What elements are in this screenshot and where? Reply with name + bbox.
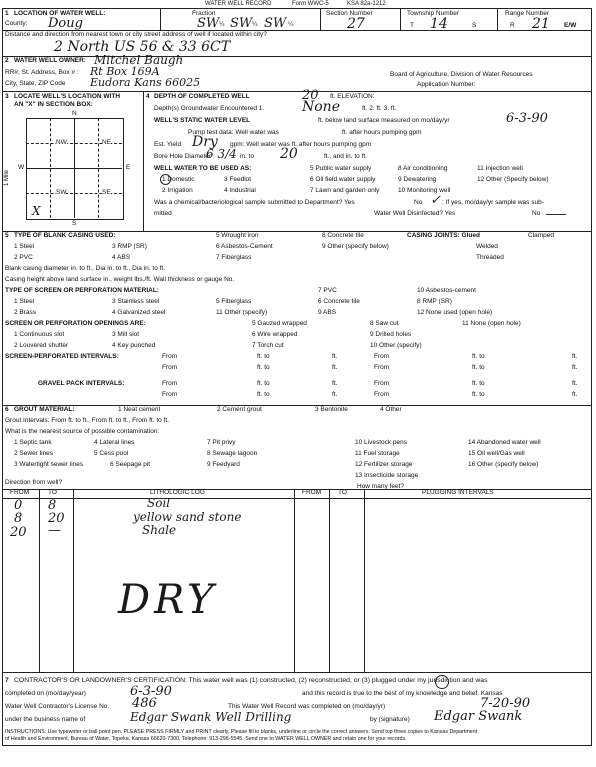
- business-name: Edgar Swank Well Drilling: [130, 710, 292, 724]
- static-level-label: WELL'S STATIC WATER LEVEL: [154, 117, 251, 124]
- plug-from-header: FROM: [302, 489, 322, 496]
- gravel-to-4: ft. to: [472, 391, 485, 398]
- casing-joints-label: CASING JOINTS: Glued: [407, 232, 480, 239]
- section-number-4: 4: [146, 93, 150, 100]
- grout-type-4: 4 Other: [380, 406, 402, 413]
- depth-label: DEPTH OF COMPLETED WELL: [154, 93, 250, 100]
- section-number-label: Section Number: [326, 10, 373, 17]
- divider: [26, 168, 122, 169]
- screen-type-6: 11 Other (specify): [216, 309, 268, 316]
- ksa-reference: KSA 82a-1212: [347, 1, 386, 7]
- dry-annotation: DRY: [118, 577, 218, 623]
- perf-ft-1: ft.: [332, 353, 338, 360]
- quadrant-se: SE: [102, 189, 111, 196]
- certification-line-4b: by (signature): [370, 716, 410, 723]
- certification-line-3b: This Water Well Record was completed on (mo/day/yr): [228, 703, 386, 710]
- log-to-header: TO: [48, 489, 57, 496]
- gravel-ft-2: ft.: [572, 380, 578, 387]
- gravel-to-3: ft. to: [257, 391, 270, 398]
- quarter-mark-3: ¼: [288, 21, 294, 28]
- gravel-from-4: From: [374, 391, 390, 398]
- use-4: 4 Industrial: [224, 187, 256, 194]
- compass-east: E: [126, 164, 131, 171]
- screen-type-1: 1 Steel: [14, 298, 35, 305]
- divider: [497, 8, 498, 30]
- application-label: Application Number:: [417, 81, 476, 88]
- chem-tail: ; If yes, mo/day/yr sample was sub-: [442, 199, 544, 206]
- bore-mid: in. to: [240, 153, 255, 160]
- direction-label: Direction from well?: [5, 479, 63, 486]
- opening-8: 8 Saw cut: [370, 320, 399, 327]
- depth-value: 20: [302, 88, 319, 103]
- use-11: 11 Injection well: [477, 165, 523, 172]
- divider: [294, 489, 295, 672]
- opening-11: 11 None (open hole): [462, 320, 521, 327]
- county-value: Doug: [48, 16, 83, 31]
- contam-12: 12 Fertilizer storage: [355, 461, 413, 468]
- casing-clamped: Clamped: [528, 232, 555, 239]
- casing-type-2: 2 PVC: [14, 254, 33, 261]
- contam-16: 16 Other (specify below): [468, 461, 539, 468]
- perf-ft-3: ft.: [332, 364, 338, 371]
- log-row-from: 20: [10, 525, 27, 540]
- log-row-to: —: [48, 523, 61, 538]
- divider: [2, 405, 592, 406]
- divider: [50, 118, 51, 218]
- log-row-from: 0: [14, 498, 23, 513]
- contam-15: 15 Oil well/Gas well: [468, 450, 525, 457]
- contam-13: 13 Insecticide storage: [355, 472, 419, 479]
- screen-type-5: 5 Fiberglass: [216, 298, 252, 305]
- fraction-label: Fraction: [192, 10, 216, 17]
- plugging-intervals-header: PLUGGING INTERVALS: [422, 489, 494, 496]
- fraction-value-2: SW: [230, 16, 253, 31]
- log-from-header: FROM: [10, 489, 30, 496]
- gravel-ft-3: ft.: [332, 391, 338, 398]
- quarter-mark-1: ¼: [219, 21, 225, 28]
- disinfected-no-mark: [546, 214, 566, 215]
- divider: [364, 489, 365, 672]
- range-suffix: E/W: [564, 22, 577, 29]
- use-6: 6 Oil field water supply: [310, 176, 376, 183]
- owner-city: Eudora Kans 66025: [90, 76, 201, 89]
- log-row-from: 8: [14, 511, 23, 526]
- chem-no-mark: ✓: [430, 193, 441, 208]
- perf-from-3: From: [162, 364, 178, 371]
- divider: [39, 489, 40, 672]
- quadrant-ne: NE: [102, 139, 112, 146]
- contam-1: 1 Septic tank: [14, 439, 52, 446]
- elevation-label: ft. ELEVATION:: [330, 93, 375, 100]
- gravel-from-3: From: [162, 391, 178, 398]
- perf-from-4: From: [374, 364, 390, 371]
- static-level-date: 6-3-90: [506, 111, 548, 126]
- perf-ft-4: ft.: [572, 364, 578, 371]
- gravel-from-1: From: [162, 380, 178, 387]
- opening-6: 6 Wire wrapped: [252, 331, 298, 338]
- divider: [320, 8, 321, 30]
- screen-type-2: 2 Brass: [14, 309, 37, 316]
- divider: [2, 498, 592, 499]
- owner-section-label: WATER WELL OWNER:: [14, 57, 86, 64]
- lithologic-log-header: LITHOLOGIC LOG: [150, 489, 205, 496]
- gravel-from-2: From: [374, 380, 390, 387]
- groundwater-value: None: [302, 99, 340, 115]
- opening-4: 4 Key punched: [112, 342, 156, 349]
- range-label: Range Number: [505, 10, 550, 17]
- divider: [400, 8, 401, 30]
- screen-type-7: 7 PVC: [318, 287, 337, 294]
- opening-1: 1 Continuous slot: [14, 331, 65, 338]
- plug-to-header: TO: [338, 489, 347, 496]
- divider: [73, 489, 74, 672]
- compass-west: W: [18, 164, 25, 171]
- screen-type-3: 3 Stainless steel: [112, 298, 160, 305]
- section-number-1: 1: [5, 10, 9, 17]
- contam-6: 6 Seepage pit: [110, 461, 151, 468]
- form-title: WATER WELL RECORD: [205, 1, 272, 7]
- bore-value: 6 3/4: [206, 147, 237, 161]
- casing-type-label: TYPE OF BLANK CASING USED:: [14, 232, 116, 239]
- section-number-6: 6: [5, 406, 9, 413]
- gravel-to-1: ft. to: [257, 380, 270, 387]
- quarter-mark-2: ¼: [252, 21, 258, 28]
- record-date: 7-20-90: [480, 696, 531, 711]
- yield-value: Dry: [192, 134, 218, 150]
- use-7: 7 Lawn and garden only: [310, 187, 380, 194]
- compass-north: N: [72, 110, 77, 117]
- grout-label: GROUT MATERIAL:: [14, 406, 75, 413]
- casing-welded: Welded: [476, 243, 498, 250]
- distance-label: Distance and direction from nearest town or city street address of well if located within city?: [5, 31, 267, 38]
- perf-to-1: ft. to: [257, 353, 270, 360]
- bore-label: Bore Hole Diameter: [154, 153, 212, 160]
- screen-type-4: 4 Galvanized steel: [112, 309, 166, 316]
- contam-7: 7 Pit privy: [207, 439, 236, 446]
- fraction-value-1: SW: [197, 16, 220, 31]
- gravel-ft-1: ft.: [332, 380, 338, 387]
- contam-3: 3 Watertight sewer lines: [14, 461, 84, 468]
- yield-tail: gpm: Well water was ft. after hours pumping gpm: [230, 141, 372, 148]
- divider: [329, 489, 330, 672]
- license-number: 486: [132, 696, 157, 711]
- certification-line-4a: under the business name of: [5, 716, 86, 723]
- casing-type-6: 6 Asbestos-Cement: [216, 243, 273, 250]
- use-5: 5 Public water supply: [310, 165, 372, 172]
- section-number-2: 2: [5, 57, 9, 64]
- certification-line-1: CONTRACTOR'S OR LANDOWNER'S CERTIFICATION: This water well was (1) constructed, (2) reconstructed, or (3) plugged under my jurisdiction and was: [14, 677, 488, 684]
- use-label: WELL WATER TO BE USED AS:: [154, 165, 252, 172]
- certification-line-2b: and this record is true to the best of my knowledge and belief. Kansas: [302, 690, 503, 697]
- quadrant-sw: SW: [56, 189, 67, 196]
- use-1-circle: [160, 174, 171, 185]
- form-number: Form WWC-5: [292, 1, 329, 7]
- well-location-mark: X: [32, 204, 41, 218]
- address-label: RR#, St. Address, Box # :: [5, 69, 79, 76]
- mitted-label: mitted: [154, 210, 172, 217]
- gravel-to-2: ft. to: [472, 380, 485, 387]
- use-10: 10 Monitoring well: [398, 187, 451, 194]
- casing-type-9: 9 Other (specify below): [322, 243, 389, 250]
- casing-type-4: 4 ABS: [112, 254, 131, 261]
- distance-value: 2 North US 56 & 33 6CT: [54, 39, 231, 55]
- casing-type-8: 8 Concrete tile: [322, 232, 364, 239]
- gravel-ft-4: ft.: [572, 391, 578, 398]
- opening-7: 7 Torch cut: [252, 342, 284, 349]
- groundwater-label: Depth(s) Groundwater Encountered 1.: [154, 105, 265, 112]
- casing-diameter-line: Blank casing diameter in. to ft., Dia in. to ft., Dia in. to ft.: [5, 265, 166, 272]
- static-level-tail: ft. below land surface measured on mo/day/yr: [318, 117, 450, 124]
- section-number-7: 7: [5, 677, 9, 684]
- chem-no: No: [414, 199, 423, 206]
- compass-south: S: [72, 220, 77, 227]
- divider: [98, 118, 99, 218]
- casing-threaded: Threaded: [476, 254, 504, 261]
- log-row-to: 8: [48, 498, 57, 513]
- location-section-label: LOCATION OF WATER WELL:: [14, 10, 106, 17]
- grout-type-2: 2 Cement grout: [217, 406, 262, 413]
- use-3: 3 Feedlot: [224, 176, 252, 183]
- disinfected-no: No: [532, 210, 541, 217]
- opening-5: 5 Gauzed wrapped: [252, 320, 307, 327]
- log-row-desc: Shale: [142, 523, 177, 537]
- divider: [143, 91, 144, 231]
- perf-ft-2: ft.: [572, 353, 578, 360]
- how-many-feet-label: How many feet?: [357, 483, 404, 490]
- screen-type-label: TYPE OF SCREEN OR PERFORATION MATERIAL:: [5, 287, 159, 294]
- groundwater-tail: ft. 2. ft. 3. ft.: [362, 105, 397, 112]
- pump-test-tail: ft. after hours pumping gpm: [342, 129, 422, 136]
- water-well-record-form: [2, 1, 592, 765]
- perf-to-2: ft. to: [472, 353, 485, 360]
- grout-intervals-line: Grout Intervals: From ft. to ft., From ft. to ft., From ft. to ft.: [5, 417, 169, 424]
- casing-type-1: 1 Steel: [14, 243, 35, 250]
- locate-label-b: AN "X" IN SECTION BOX:: [14, 101, 93, 108]
- use-1: 1 Domestic: [162, 176, 195, 183]
- opening-10: 10 Other (specify): [370, 342, 422, 349]
- contam-10: 10 Livestock pens: [355, 439, 408, 446]
- perforated-intervals-label: SCREEN-PERFORATED INTERVALS:: [5, 353, 119, 360]
- section-number-value: 27: [347, 16, 365, 32]
- quadrant-nw: NW: [56, 139, 67, 146]
- perf-from-1: From: [162, 353, 178, 360]
- opening-3: 3 Mill slot: [112, 331, 140, 338]
- plugged-circle: [435, 675, 449, 689]
- contam-2: 2 Sewer lines: [14, 450, 54, 457]
- pump-test-label: Pump test data: Well water was: [188, 129, 279, 136]
- certification-line-2a: completed on (mo/day/year): [5, 690, 86, 697]
- chem-sample-label: Was a chemical/bacteriological sample submitted to Department? Yes: [154, 199, 355, 206]
- scale-mile-label: 1 Mile: [4, 169, 10, 186]
- contam-14: 14 Abandoned water well: [468, 439, 541, 446]
- screen-type-10: 10 Asbestos-cement: [417, 287, 476, 294]
- perf-from-2: From: [374, 353, 390, 360]
- township-value: 14: [430, 16, 448, 32]
- township-suffix: S: [472, 22, 477, 29]
- screen-type-12: 12 None used (open hole): [417, 309, 493, 316]
- county-label: County:: [5, 20, 28, 27]
- contam-11: 11 Fuel storage: [355, 450, 400, 457]
- screen-type-11: 8 RMP (SR): [417, 298, 452, 305]
- grout-type-3: 3 Bentonite: [315, 406, 348, 413]
- divider: [2, 672, 592, 673]
- screen-type-9: 9 ABS: [318, 309, 337, 316]
- township-label: Township Number: [407, 10, 460, 17]
- openings-label: SCREEN OR PERFORATION OPENINGS ARE:: [5, 320, 146, 327]
- bore-tail: ft., and in. to ft.: [324, 153, 367, 160]
- divider: [2, 91, 592, 92]
- contam-9: 9 Feedyard: [207, 461, 240, 468]
- contam-8: 8 Sewage lagoon: [207, 450, 258, 457]
- fraction-value-3: SW: [264, 16, 287, 31]
- contam-4: 4 Lateral lines: [94, 439, 135, 446]
- log-row-to: 20: [48, 511, 65, 526]
- use-2: 2 Irrigation: [162, 187, 193, 194]
- divider: [160, 8, 161, 30]
- instructions-line-1: INSTRUCTIONS: Use typewriter or ball point pen. PLEASE PRESS FIRMLY and PRINT clearly. Please fill in blanks, underline or circle the correct answers. Send top three copies to Kansas Department: [5, 729, 478, 735]
- owner-name: Mitchel Baugh: [94, 53, 184, 67]
- board-label: Board of Agriculture, Division of Water Resources: [390, 71, 533, 78]
- casing-type-7: 7 Fiberglass: [216, 254, 252, 261]
- gravel-intervals-label: GRAVEL PACK INTERVALS:: [38, 380, 125, 387]
- grout-type-1: 1 Neat cement: [118, 406, 161, 413]
- signature: Edgar Swank: [434, 709, 523, 724]
- opening-9: 9 Drilled holes: [370, 331, 412, 338]
- log-row-desc: Soil: [147, 496, 171, 510]
- owner-address: Rt Box 169A: [90, 65, 160, 78]
- perf-to-3: ft. to: [257, 364, 270, 371]
- yield-label: Est. Yield: [154, 141, 182, 148]
- use-8: 8 Air conditioning: [398, 165, 448, 172]
- city-label: City, State, ZIP Code: [5, 80, 66, 87]
- certification-line-3a: Water Well Contractor's License No.: [5, 703, 110, 710]
- casing-type-3: 3 RMP (SR): [112, 243, 147, 250]
- log-row-desc: yellow sand stone: [133, 510, 242, 524]
- bore-to-value: 20: [280, 146, 298, 162]
- casing-height-line: Casing height above land surface in., weight lbs./ft. Wall thickness or gauge No.: [5, 276, 235, 283]
- instructions-line-2: of Health and Environment, Bureau of Water, Topeka, Kansas 66620-7300. Telephone: 913-296-5545. Send one to WATER WELL OWNER and retain one for your records.: [5, 736, 407, 742]
- opening-2: 2 Louvered shutter: [14, 342, 69, 349]
- screen-type-8: 6 Concrete tile: [318, 298, 360, 305]
- perf-to-4: ft. to: [472, 364, 485, 371]
- contam-5: 5 Cess pool: [94, 450, 129, 457]
- range-value: 21: [532, 16, 550, 32]
- section-number-5: 5: [5, 232, 9, 239]
- section-number-3: 3: [5, 93, 9, 100]
- locate-label-a: LOCATE WELL'S LOCATION WITH: [14, 93, 121, 100]
- range-prefix: R: [510, 22, 515, 29]
- completed-date: 6-3-90: [130, 684, 172, 699]
- township-prefix: T: [410, 22, 414, 29]
- divider: [2, 489, 592, 490]
- use-9: 9 Dewatering: [398, 176, 437, 183]
- casing-type-5: 5 Wrought iron: [216, 232, 259, 239]
- use-12: 12 Other (Specify below): [477, 176, 549, 183]
- divider: [2, 56, 592, 57]
- disinfected-label: Water Well Disinfected? Yes: [374, 210, 456, 217]
- contamination-label: What is the nearest source of possible contamination:: [5, 428, 160, 435]
